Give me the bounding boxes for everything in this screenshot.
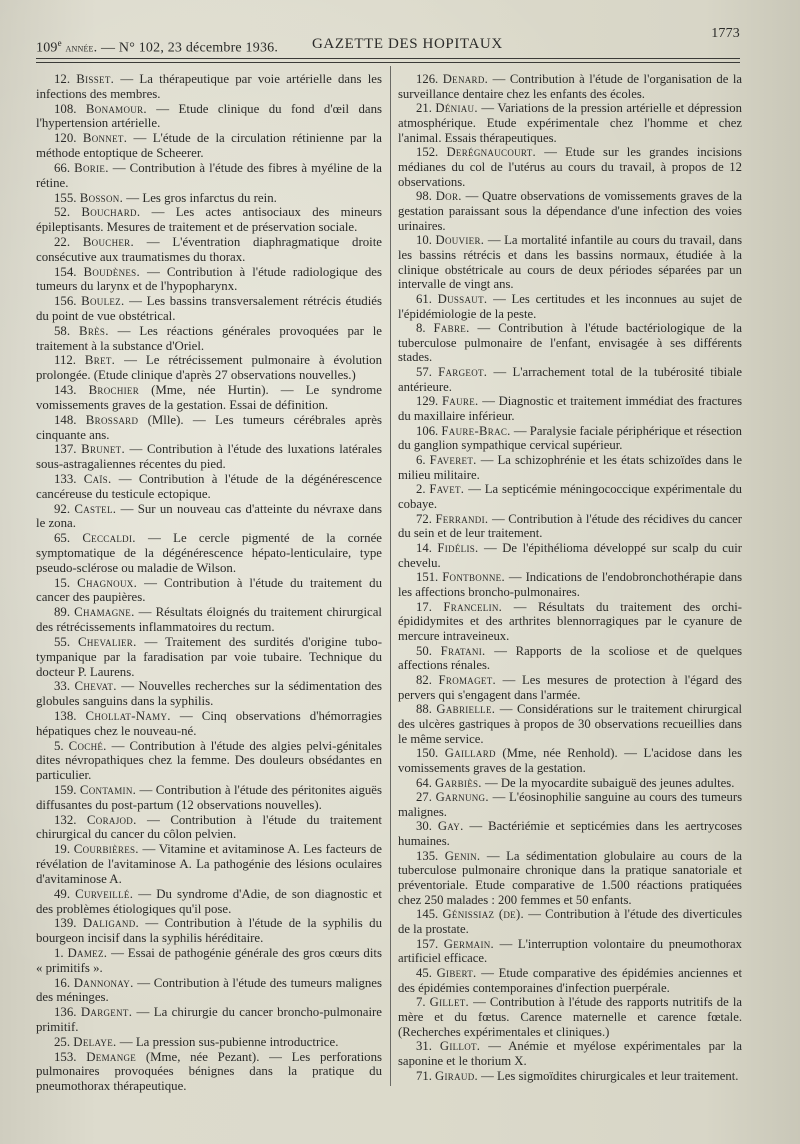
thesis-title: — Indications de l'endobronchothérapie dans les affections broncho-pulmonaires. (398, 570, 743, 599)
author-name: Giraud. (435, 1068, 478, 1083)
thesis-title: — Considérations sur le traitement chirurgical des ulcères gastriques à propos de 30 observations recueillies dans le même service. (398, 702, 743, 746)
thesis-title: — Quatre observations de vomissements graves de la gestation paraissant sous la dépendance d'une infection des voies urinaires. (398, 189, 743, 233)
thesis-entry (398, 746, 742, 775)
thesis-title: — Le cercle pigmenté de la cornée symptomatique de la dégénérescence hépato-lenticulaire, type pseudo-sclérose ou maladie de Wilson. (36, 531, 382, 575)
entry-number: 17. (416, 599, 432, 614)
thesis-title: — Contribution à l'étude des rapports nutritifs de la mère et du fœtus. Carence maternelle et carence fœtale. (Recherches expérimentales et cliniques.) (398, 995, 743, 1039)
entry-number: 139. (54, 916, 77, 931)
left-column (36, 72, 382, 1094)
thesis-title: — La chirurgie du cancer broncho-pulmonaire primitif. (36, 1005, 382, 1034)
thesis-title: — Nouvelles recherches sur la sédimentation des globules sanguins dans la syphilis. (36, 679, 382, 709)
thesis-title: — Les bassins transversalement rétrécis étudiés du point de vue obstétrical. (36, 294, 382, 323)
author-name: Castel. (74, 501, 117, 516)
author-name: Dargent. (80, 1005, 133, 1020)
entry-number: 156. (54, 294, 77, 309)
thesis-title: — Contribution à l'étude du traitement du cancer des paupières. (36, 575, 382, 605)
thesis-title: — Variations de la pression artérielle et dépression atmosphérique. Etude expérimentale chez l'homme et chez l'animal. Essais thérapeutiques. (398, 101, 742, 145)
author-name: Fromaget. (438, 672, 496, 687)
entry-number: 1. (54, 945, 64, 960)
entry-number: 153. (54, 1049, 77, 1064)
author-name: Douvier. (435, 233, 485, 248)
entry-number: 57. (416, 365, 432, 380)
thesis-title: — Résultats du traitement des orchi-épididymites et des arthrites blennorragiques par le cyanure de mercure intraveineux. (398, 599, 742, 643)
thesis-entry (398, 394, 742, 423)
thesis-entry (398, 233, 742, 292)
thesis-entry (36, 235, 382, 265)
entry-number: 52. (54, 205, 71, 220)
entry-number: 55. (54, 634, 71, 649)
thesis-entry (36, 946, 382, 976)
author-name: Gay. (437, 819, 464, 834)
thesis-title: — La sédimentation globulaire au cours de la tuberculose pulmonaire chronique dans la pratique sanatoriale et préventoriale. Etude comparative de 1.500 réactions pratiquées chez 250 malades : 200 femmes et 50 enfants. (398, 848, 742, 907)
author-name: Bonamour. (85, 101, 147, 116)
author-name: Faure-Brac. (441, 423, 511, 438)
thesis-entry (398, 321, 742, 365)
entry-number: 5. (54, 738, 64, 753)
entry-number: 49. (54, 886, 71, 901)
entry-number: 152. (416, 145, 439, 160)
author-name: Chagnoux. (77, 575, 138, 590)
header-rule-thin (36, 62, 740, 63)
entry-number: 143. (54, 383, 77, 398)
author-name: Bisset. (76, 72, 115, 86)
entry-number: 120. (54, 131, 77, 146)
entry-number: 14. (416, 541, 432, 555)
entry-number: 66. (54, 160, 71, 175)
thesis-entry (398, 453, 742, 482)
thesis-title: — De l'épithélioma développé sur scalp du cuir chevelu. (398, 541, 743, 570)
thesis-entry (36, 1035, 382, 1050)
thesis-entry (36, 605, 382, 635)
thesis-entry (36, 842, 382, 886)
thesis-title: — Les réactions générales provoquées par le traitement à la substance d'Oriel. (36, 323, 383, 353)
author-name: Borie. (74, 160, 109, 175)
author-name: Boulez. (81, 294, 125, 309)
entry-number: 25. (54, 1034, 71, 1049)
author-name: Gillet. (429, 995, 470, 1010)
entry-number: 151. (416, 570, 439, 585)
thesis-entry (36, 709, 382, 739)
thesis-entry (36, 976, 382, 1006)
author-name: Caïs. (83, 471, 112, 486)
thesis-entry (36, 1005, 382, 1035)
entry-number: 154. (54, 264, 77, 279)
thesis-entry (36, 131, 382, 161)
thesis-title: — La pression sus-pubienne introductrice. (116, 1034, 339, 1049)
author-name: Fargeot. (438, 365, 488, 380)
entry-number: 108. (54, 101, 77, 116)
thesis-entry (398, 482, 742, 511)
thesis-entry (36, 916, 382, 946)
thesis-title: — Cinq observations d'hémorragies hépatiques chez le nouveau-né. (36, 708, 382, 738)
thesis-title: — L'étude de la circulation rétinienne par la méthode entoptique de Scheerer. (36, 131, 382, 161)
year-number: 109 (36, 40, 58, 56)
author-name: Genin. (444, 848, 481, 863)
thesis-entry (36, 353, 382, 383)
thesis-entry (36, 72, 382, 102)
entry-number: 88. (416, 702, 432, 717)
entry-number: 133. (54, 471, 77, 486)
author-name: Germain. (443, 936, 495, 951)
thesis-title: — Contribution à l'étude du traitement chirurgical du cancer du côlon pelvien. (36, 812, 382, 842)
thesis-entry (36, 739, 382, 783)
entry-number: 64. (416, 775, 432, 790)
entry-number: 137. (54, 442, 77, 457)
author-name: Bonnet. (82, 131, 128, 146)
entry-number: 16. (54, 975, 71, 990)
thesis-title: — Etude comparative des épidémies anciennes et des épidémies contemporaines d'infection puerpérale. (398, 966, 742, 995)
thesis-title: — Les actes antisociaux des mineurs épileptisants. Mesures de traitement et de préservation sociale. (36, 205, 382, 235)
author-name: Demange (86, 1049, 137, 1064)
thesis-title: — Contribution à l'étude bactériologique de la tuberculose pulmonaire de l'enfant, envisagée à ses différents stades. (398, 321, 743, 365)
entry-number: 106. (416, 423, 439, 438)
thesis-title: — L'éventration diaphragmatique droite consécutive aux traumatismes du thorax. (36, 234, 382, 264)
entry-number: 19. (54, 842, 71, 857)
thesis-entry (36, 413, 382, 443)
entry-number: 159. (54, 783, 77, 797)
entry-number: 150. (416, 746, 439, 761)
thesis-entry (36, 324, 382, 354)
entry-number: 12. (54, 72, 71, 86)
thesis-title: — La mortalité infantile au cours du travail, dans les bassins rétrécis et dans les bassins normaux, étudiée à la clinique obstétricale au cours de deux périodes séparées par un intervalle de vingt ans. (398, 233, 743, 292)
author-name: Corajod. (86, 812, 137, 827)
author-name: Denard. (442, 72, 489, 86)
page-header (36, 26, 740, 56)
thesis-entry (36, 102, 382, 132)
thesis-title: — Les sigmoïdites chirurgicales et leur traitement. (477, 1068, 739, 1083)
entry-number: 98. (416, 189, 432, 204)
thesis-title: — Les certitudes et les inconnues au sujet de l'épidémiologie de la peste. (398, 291, 742, 321)
entry-number: 112. (54, 353, 76, 368)
issue-info: . — N° 102, 23 décembre 1936. (93, 40, 279, 56)
author-name: Delaye. (73, 1034, 117, 1049)
thesis-title: — Les gros infarctus du rein. (123, 190, 277, 205)
entry-number: 65. (54, 531, 71, 546)
author-name: Gaillard (444, 746, 496, 761)
author-name: Fontbonne. (442, 570, 505, 585)
thesis-title: — Bactériémie et septicémies dans les aertrycoses humaines. (398, 819, 743, 849)
thesis-entry (398, 365, 742, 394)
author-name: Chevat. (74, 679, 117, 694)
author-name: Brossard (85, 412, 139, 427)
thesis-entry (36, 813, 382, 843)
entry-number: 21. (416, 101, 432, 116)
thesis-title: — Contribution à l'étude de l'organisation de la surveillance dentaire chez les enfants des écoles. (398, 72, 742, 101)
entry-number: 136. (54, 1005, 77, 1020)
author-name: Damez. (67, 945, 108, 960)
thesis-title: — Contribution à l'étude des récidives du cancer du sein et de leur traitement. (398, 511, 743, 541)
thesis-title: (Mlle). — Les tumeurs cérébrales après cinquante ans. (36, 412, 383, 442)
entry-number: 45. (416, 966, 432, 981)
entry-number: 2. (416, 482, 426, 497)
annee-label: année (65, 40, 94, 55)
thesis-title: — Contribution à l'étude radiologique des tumeurs du larynx et de l'hypopharynx. (36, 264, 382, 294)
thesis-entry (398, 995, 742, 1039)
thesis-entry (398, 292, 742, 321)
thesis-entry (398, 541, 742, 570)
page-number: 1773 (711, 26, 740, 41)
author-name: Daligand. (82, 916, 140, 931)
thesis-entry (398, 189, 742, 233)
author-name: Coché. (68, 738, 107, 753)
author-name: Gibert. (436, 966, 477, 981)
entry-number: 58. (54, 323, 71, 338)
entry-number: 15. (54, 575, 71, 590)
thesis-title: — Contribution à l'étude de la syphilis du bourgeon incisif dans la syphilis héréditaire. (36, 916, 382, 946)
thesis-title: — Vitamine et avitaminose A. Les facteurs de révélation de l'avitaminose A. La pathogénie des lésions oculaires d'avitaminose A. (36, 842, 382, 886)
entry-number: 89. (54, 605, 71, 620)
thesis-title: — Paralysie faciale périphérique et résection du ganglion sympathique cervical supérieur. (398, 423, 742, 453)
thesis-entry (398, 937, 742, 966)
thesis-title: — La schizophrénie et les états schizoïdes dans le milieu militaire. (398, 453, 742, 482)
thesis-entry (398, 1069, 742, 1084)
author-name: Brès. (78, 323, 109, 338)
thesis-entry (36, 265, 382, 295)
author-name: Dussaut. (437, 291, 488, 306)
thesis-title: — Contribution à l'étude des péritonites aiguës diffusantes du post-partum (12 observations nouvelles). (36, 783, 382, 812)
thesis-entry (398, 849, 742, 908)
entry-number: 157. (416, 936, 439, 951)
thesis-entry (36, 383, 382, 413)
author-name: Garbiès. (435, 775, 482, 790)
thesis-entry (36, 161, 382, 191)
thesis-entry (398, 673, 742, 702)
thesis-entry (398, 819, 742, 848)
column-divider (390, 66, 391, 1086)
author-name: Gabrielle. (436, 702, 496, 717)
entry-number: 92. (54, 501, 71, 516)
thesis-entry (36, 191, 382, 206)
entry-number: 82. (416, 672, 432, 687)
author-name: Génissiaz (de). (442, 907, 524, 922)
author-name: Bret. (84, 353, 116, 368)
thesis-title: — La thérapeutique par voie artérielle dans les infections des membres. (36, 72, 382, 101)
thesis-title: — Sur un nouveau cas d'atteinte du névraxe dans le zona. (36, 501, 382, 531)
thesis-title: (Mme, née Pezant). — Les perforations pulmonaires provoquées bénignes dans la pratique du pneumothorax thérapeutique. (36, 1049, 383, 1094)
entry-number: 61. (416, 291, 432, 306)
entry-number: 155. (54, 190, 77, 205)
author-name: Favet. (429, 482, 465, 497)
thesis-title: — De la myocardite subaiguë des jeunes adultes. (481, 775, 735, 790)
author-name: Fratani. (440, 643, 486, 658)
right-column (398, 72, 742, 1083)
thesis-entry (36, 472, 382, 502)
author-name: Boudènes. (83, 264, 140, 279)
entry-number: 129. (416, 394, 439, 409)
entry-number: 126. (416, 72, 439, 86)
thesis-entry (398, 570, 742, 599)
thesis-entry (36, 442, 382, 472)
thesis-entry (398, 966, 742, 995)
thesis-title: — Contribution à l'étude de la dégénérescence cancéreuse du testicule ectopique. (36, 471, 382, 501)
thesis-title: — L'éosinophilie sanguine au cours des tumeurs malignes. (398, 790, 743, 819)
thesis-title: — Contribution à l'étude des algies pelvi-génitales dites névropathiques chez la femme. Des douleurs obsédantes en particulier. (36, 738, 382, 783)
author-name: Boucher. (82, 234, 134, 249)
entry-number: 8. (416, 321, 426, 336)
author-name: Bouchard. (81, 205, 141, 220)
entry-number: 50. (416, 643, 432, 658)
thesis-title: — Traitement des surdités d'origine tubo-tympanique par la faradisation par voie tubaire. Technique du docteur P. Laurens. (36, 634, 382, 679)
thesis-title: (Mme, née Renhold). — L'acidose dans les vomissements graves de la gestation. (398, 746, 743, 775)
thesis-title: — Contribution à l'étude des luxations latérales sous-astragaliennes récentes du pied. (36, 442, 382, 472)
entry-number: 31. (416, 1039, 432, 1054)
entry-number: 71. (416, 1068, 432, 1083)
thesis-title: — Diagnostic et traitement immédiat des fractures du maxillaire inférieur. (398, 394, 743, 424)
author-name: Contamin. (79, 783, 137, 797)
thesis-title: — Contribution à l'étude des tumeurs malignes des méninges. (36, 975, 382, 1005)
author-name: Faure. (441, 394, 479, 409)
entry-number: 33. (54, 679, 71, 694)
entry-number: 132. (54, 812, 77, 827)
thesis-title: — L'arrachement total de la tubérosité tibiale antérieure. (398, 365, 742, 394)
thesis-entry (36, 576, 382, 606)
entry-number: 22. (54, 234, 71, 249)
entry-number: 6. (416, 453, 426, 468)
thesis-title: — La septicémie méningococcique expérimentale du cobaye. (398, 482, 742, 512)
thesis-entry (36, 1050, 382, 1094)
thesis-entry (36, 531, 382, 575)
issue-line (36, 38, 278, 57)
author-name: Francelin. (443, 599, 503, 614)
thesis-entry (398, 424, 742, 453)
thesis-entry (398, 101, 742, 145)
thesis-title: — Etude sur les grandes incisions médianes du col de l'utérus au cours du travail, à propos de 12 observations. (398, 145, 742, 189)
author-name: Chollat-Namy. (85, 708, 171, 723)
author-name: Ceccaldi. (82, 531, 136, 546)
journal-title: GAZETTE DES HOPITAUX (312, 36, 503, 52)
author-name: Bosson. (79, 190, 124, 205)
thesis-entry (36, 679, 382, 709)
header-rule-thick (36, 58, 740, 59)
entry-number: 27. (416, 790, 432, 805)
thesis-title: — Rapports de la scoliose et de quelques affections rénales. (398, 643, 743, 673)
thesis-entry (398, 702, 742, 746)
entry-number: 72. (416, 511, 432, 526)
entry-number: 30. (416, 819, 432, 834)
thesis-entry (398, 790, 742, 819)
author-name: Curveillé. (75, 886, 134, 901)
author-name: Faveret. (429, 453, 477, 468)
author-name: Courbières. (73, 842, 139, 857)
author-name: Fidélis. (437, 541, 479, 555)
thesis-title: — Résultats éloignés du traitement chirurgical des rétrécissements inflammatoires du rectum. (36, 605, 382, 635)
author-name: Gillot. (439, 1039, 481, 1054)
thesis-entry (36, 205, 382, 235)
thesis-entry (398, 1039, 742, 1068)
entry-number: 145. (416, 907, 439, 922)
entry-number: 7. (416, 995, 426, 1010)
thesis-title: — Du syndrome d'Adie, de son diagnostic et des problèmes étiologiques qu'il pose. (36, 886, 382, 916)
entry-number: 135. (416, 848, 439, 863)
thesis-entry (398, 644, 742, 673)
author-name: Chevalier. (78, 634, 137, 649)
entry-number: 10. (416, 233, 432, 248)
thesis-title: — Anémie et myélose expérimentales par la saponine et le thorium X. (398, 1039, 742, 1068)
entry-number: 138. (54, 708, 77, 723)
thesis-entry (36, 887, 382, 917)
thesis-entry (36, 783, 382, 813)
author-name: Derégnaucourt. (446, 145, 536, 160)
thesis-title: — Contribution à l'étude des diverticules de la prostate. (398, 907, 743, 937)
thesis-entry (398, 776, 742, 791)
author-name: Déniau. (435, 101, 478, 116)
thesis-title: — Contribution à l'étude des fibres à myéline de la rétine. (36, 160, 382, 190)
author-name: Ferrandi. (435, 511, 489, 526)
thesis-entry (36, 502, 382, 532)
entry-number: 148. (54, 412, 77, 427)
thesis-title: — Etude clinique du fond d'œil dans l'hypertension artérielle. (36, 101, 382, 131)
author-name: Brochier (88, 383, 140, 398)
thesis-title: (Mme, née Hurtin). — Le syndrome vomissements graves de la gestation. Essai de définition. (36, 383, 382, 412)
author-name: Dannonay. (73, 975, 134, 990)
year-suffix: e (57, 38, 62, 48)
thesis-entry (398, 72, 742, 101)
thesis-title: — Essai de pathogénie générale des gros cœurs dits « primitifs ». (36, 945, 382, 975)
thesis-title: — Le rétrécissement pulmonaire à évolution prolongée. (Etude clinique d'après 27 observations nouvelles.) (36, 353, 382, 383)
thesis-title: — L'interruption volontaire du pneumothorax artificiel efficace. (398, 936, 742, 966)
author-name: Fabre. (433, 321, 470, 336)
author-name: Garnung. (435, 790, 489, 805)
author-name: Brunet. (81, 442, 125, 457)
thesis-entry (398, 512, 742, 541)
thesis-entry (398, 600, 742, 644)
thesis-entry (398, 145, 742, 189)
thesis-entry (36, 635, 382, 679)
thesis-entry (398, 907, 742, 936)
thesis-entry (36, 294, 382, 324)
author-name: Dor. (435, 189, 462, 204)
thesis-title: — Les mesures de protection à l'égard des pervers qui s'engagent dans l'armée. (398, 672, 742, 702)
author-name: Chamagne. (74, 605, 135, 620)
